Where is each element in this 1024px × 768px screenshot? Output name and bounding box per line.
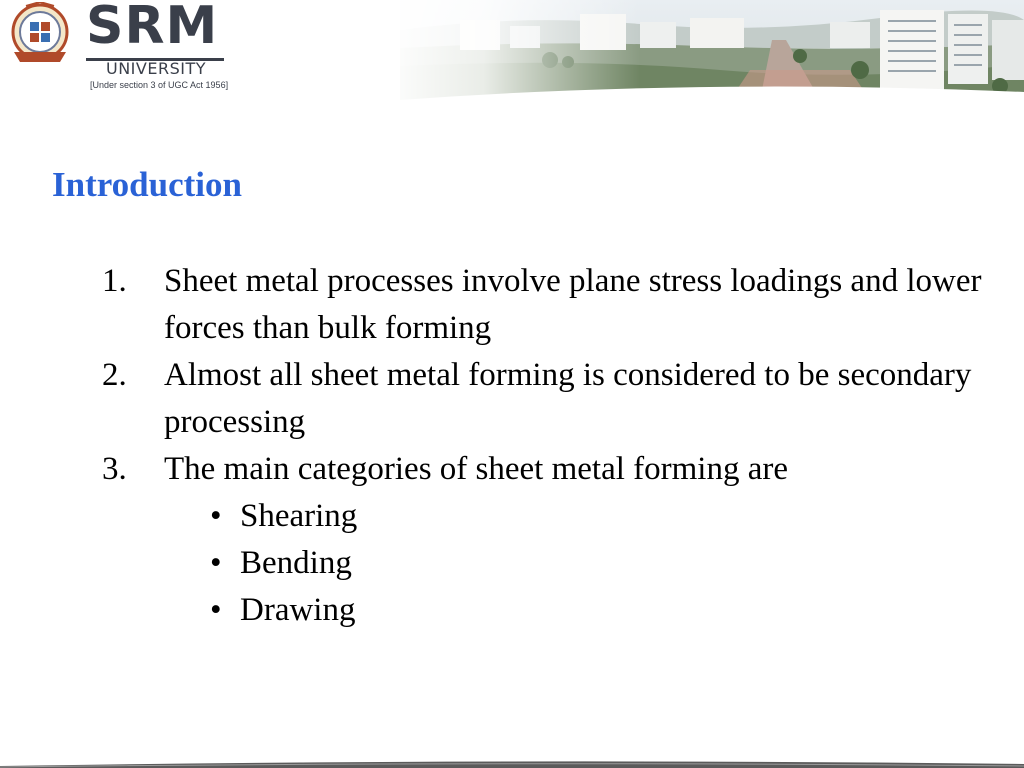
university-seal-icon [8, 2, 72, 66]
intro-point-3 [102, 446, 1002, 634]
point-number: 2. [102, 357, 127, 393]
bullet-icon: • [210, 592, 222, 628]
category-shearing [164, 493, 1002, 540]
intro-point-2 [102, 352, 1002, 446]
forming-categories-list [164, 493, 1002, 634]
point-number: 3. [102, 451, 127, 487]
header-banner [0, 0, 1024, 112]
brand-name: SRM [86, 0, 219, 56]
srm-logo [8, 2, 248, 94]
category-bending [164, 540, 1002, 587]
category-text: Bending [240, 545, 352, 581]
category-text: Drawing [240, 592, 356, 628]
point-number: 1. [102, 263, 127, 299]
intro-points-list [102, 258, 1002, 634]
ugc-note: [Under section 3 of UGC Act 1956] [90, 80, 229, 90]
slide-title: Introduction [52, 165, 242, 204]
photo-fade [380, 0, 640, 100]
bullet-icon: • [210, 498, 222, 534]
brand-subtitle: UNIVERSITY [106, 59, 206, 78]
point-text: The main categories of sheet metal forming are [164, 451, 788, 487]
category-drawing [164, 587, 1002, 634]
point-text: Sheet metal processes involve plane stress loadings and lower forces than bulk forming [164, 263, 982, 346]
footer-divider [0, 758, 1024, 768]
bullet-icon: • [210, 545, 222, 581]
category-text: Shearing [240, 498, 358, 534]
intro-point-1 [102, 258, 1002, 352]
point-text: Almost all sheet metal forming is considered to be secondary processing [164, 357, 972, 440]
